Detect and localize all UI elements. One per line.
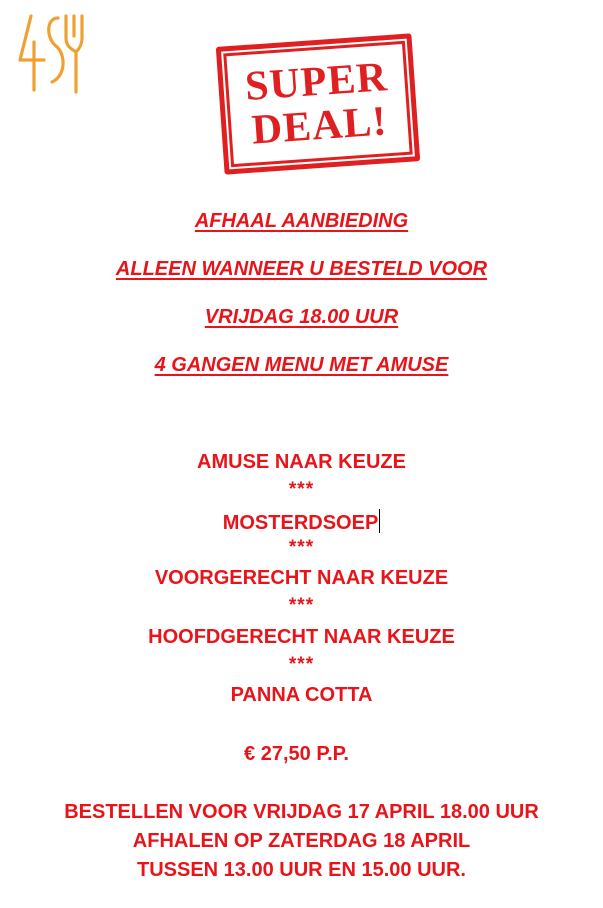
stamp-line-1: SUPER xyxy=(243,54,390,110)
menu-separator: *** xyxy=(288,537,315,558)
menu-separator: *** xyxy=(288,479,315,500)
menu-course-starter: VOORGERECHT NAAR KEUZE xyxy=(154,567,449,589)
restaurant-logo xyxy=(16,12,88,94)
footer-time-line: TUSSEN 13.00 UUR EN 15.00 UUR. xyxy=(136,859,466,881)
footer-order-line: BESTELLEN VOOR VRIJDAG 17 APRIL 18.00 UUR xyxy=(64,801,539,823)
price: € 27,50 P.P. xyxy=(244,743,349,765)
stamp-line-2: DEAL! xyxy=(250,98,389,154)
menu-course-soup: MOSTERDSOEP xyxy=(0,509,603,535)
menu-separator: *** xyxy=(288,654,315,675)
menu-separator: *** xyxy=(288,595,315,616)
heading-takeaway-offer: AFHAAL AANBIEDING xyxy=(194,210,409,232)
menu-course-amuse: AMUSE NAAR KEUZE xyxy=(197,451,406,473)
text-cursor xyxy=(379,509,380,533)
heading-order-condition: ALLEEN WANNEER U BESTELD VOOR xyxy=(115,258,488,280)
super-deal-stamp xyxy=(216,33,420,174)
heading-menu-type: 4 GANGEN MENU MET AMUSE xyxy=(154,354,449,376)
menu-course-dessert: PANNA COTTA xyxy=(230,684,373,706)
menu-course-main: HOOFDGERECHT NAAR KEUZE xyxy=(148,626,455,648)
heading-deadline: VRIJDAG 18.00 UUR xyxy=(204,306,399,328)
footer-pickup-line: AFHALEN OP ZATERDAG 18 APRIL xyxy=(132,830,471,852)
